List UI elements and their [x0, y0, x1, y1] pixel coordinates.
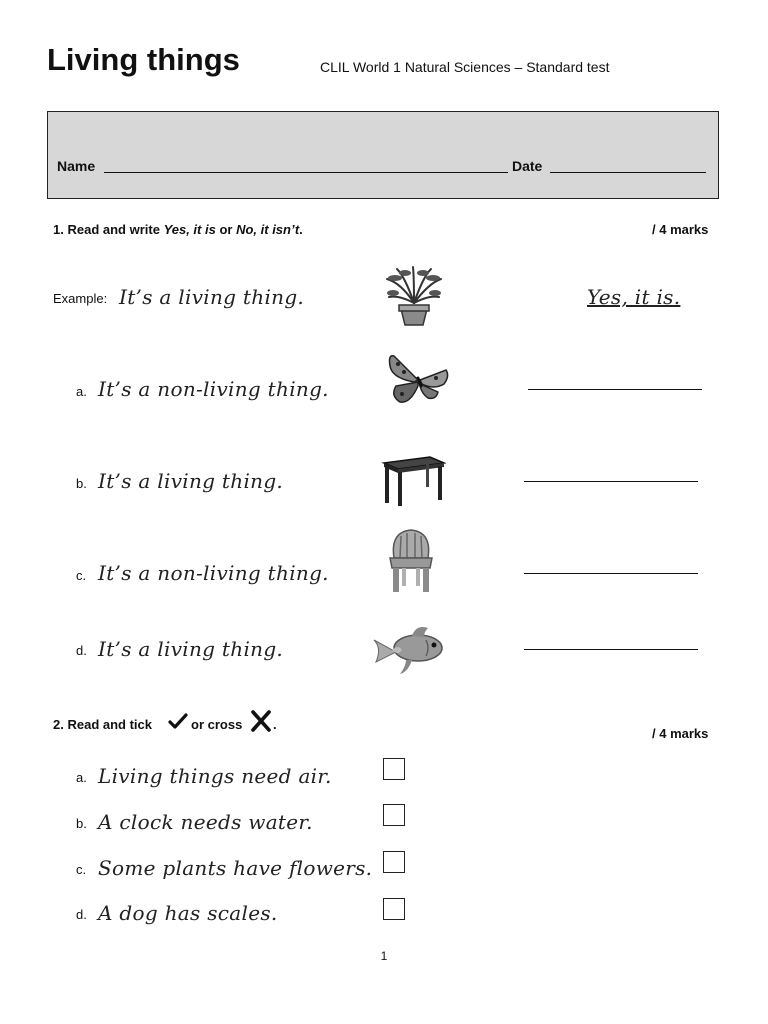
q2-item-b-sentence: A clock needs water.: [98, 810, 313, 834]
cross-mark-icon: [250, 709, 272, 738]
q1-period: .: [299, 222, 303, 237]
q1-item-a-answer-line[interactable]: [528, 389, 702, 390]
q2-item-c-sentence: Some plants have flowers.: [98, 856, 373, 880]
q1-item-b-answer-line[interactable]: [524, 481, 698, 482]
q2-item-a-letter: a.: [76, 770, 87, 785]
goldfish-icon: [372, 622, 444, 676]
date-field[interactable]: [550, 172, 706, 173]
q1-item-c-letter: c.: [76, 568, 87, 583]
q1-option-yes: Yes, it is: [163, 222, 216, 237]
page-number: 1: [380, 949, 388, 963]
q1-item-b-letter: b.: [76, 476, 87, 491]
q2-item-d-letter: d.: [76, 907, 87, 922]
name-field[interactable]: [104, 172, 508, 173]
q1-item-c-sentence: It’s a non-living thing.: [98, 561, 329, 585]
page-title: Living things: [47, 42, 240, 77]
q1-item-d-answer-line[interactable]: [524, 649, 698, 650]
q1-instruction: [53, 222, 303, 238]
q2-period: .: [273, 717, 277, 732]
potted-palm-icon: [383, 265, 445, 329]
chair-icon: [386, 528, 436, 594]
q1-item-c-answer-line[interactable]: [524, 573, 698, 574]
table-icon: [380, 455, 446, 507]
q2-item-c-letter: c.: [76, 862, 87, 877]
q2-number: 2.: [53, 717, 64, 732]
date-label: Date: [512, 158, 543, 174]
check-mark-icon: [168, 711, 188, 736]
name-label: Name: [57, 158, 96, 174]
q2-marks: / 4 marks: [652, 726, 709, 741]
example-label: Example:: [53, 291, 108, 306]
q2-item-a-sentence: Living things need air.: [98, 764, 332, 788]
butterfly-icon: [388, 352, 450, 406]
q1-item-a-letter: a.: [76, 384, 87, 399]
q1-number: 1.: [53, 222, 64, 237]
q2-item-b-checkbox[interactable]: [383, 804, 405, 826]
q1-item-b-sentence: It’s a living thing.: [98, 469, 284, 493]
example-answer: Yes, it is.: [587, 285, 681, 309]
q2-item-d-sentence: A dog has scales.: [98, 901, 278, 925]
q1-marks: / 4 marks: [652, 222, 709, 237]
q2-item-c-checkbox[interactable]: [383, 851, 405, 873]
q1-or: or: [219, 222, 233, 237]
q1-option-no: No, it isn’t: [236, 222, 300, 237]
q2-instruction-text: Read and tick: [67, 717, 152, 732]
q2-item-d-checkbox[interactable]: [383, 898, 405, 920]
q2-or-cross: or cross: [191, 717, 243, 732]
name-date-box: [47, 111, 719, 199]
q1-item-d-sentence: It’s a living thing.: [98, 637, 284, 661]
q2-item-b-letter: b.: [76, 816, 87, 831]
page-subtitle: CLIL World 1 Natural Sciences – Standard test: [320, 59, 610, 75]
q1-item-d-letter: d.: [76, 643, 87, 658]
q2-item-a-checkbox[interactable]: [383, 758, 405, 780]
q1-instruction-text: Read and write: [67, 222, 160, 237]
example-sentence: It’s a living thing.: [119, 285, 305, 309]
q1-item-a-sentence: It’s a non-living thing.: [98, 377, 329, 401]
q2-instruction: [53, 717, 152, 733]
